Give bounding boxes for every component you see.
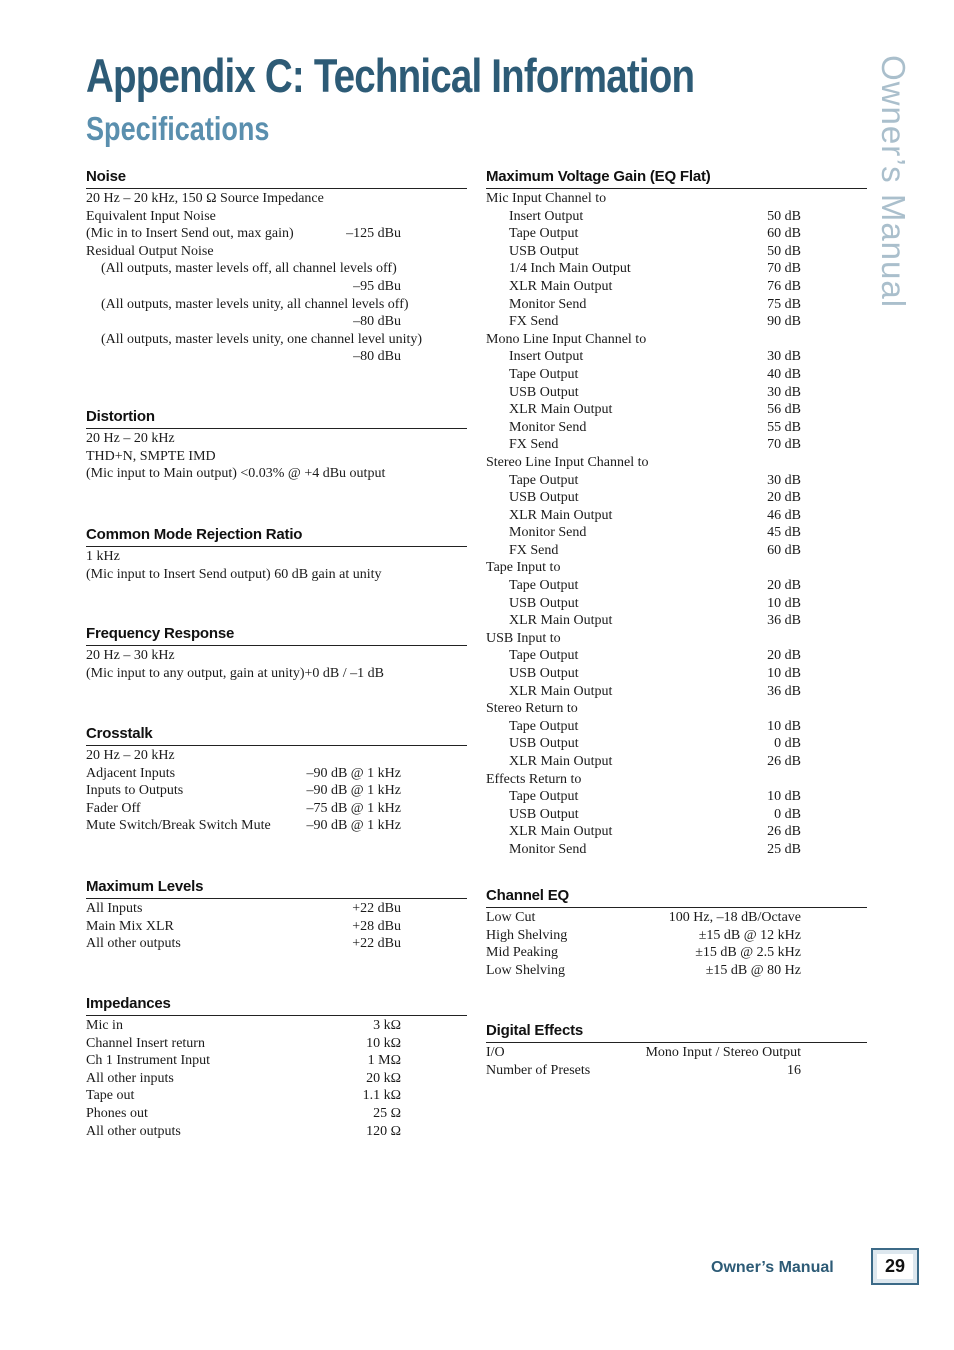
spec-value: 60 dB: [767, 542, 801, 558]
section-heading: Frequency Response: [86, 625, 467, 646]
spec-value: 20 dB: [767, 578, 801, 594]
spec-row: [486, 225, 867, 243]
spec-row: [486, 348, 867, 366]
spec-row: [86, 448, 467, 466]
spec-row: [86, 1105, 467, 1123]
spec-label: Inputs to Outputs: [86, 783, 184, 799]
spec-row: [86, 1017, 467, 1035]
spec-label: XLR Main Output: [509, 613, 613, 629]
spec-label: 1/4 Inch Main Output: [509, 261, 631, 277]
spec-label: Tape Output: [509, 648, 579, 664]
section-digital-effects: [486, 1022, 867, 1079]
spec-value: 10 kΩ: [366, 1035, 401, 1051]
spec-label: USB Output: [509, 806, 579, 822]
section-heading: Maximum Levels: [86, 878, 467, 899]
section-maximum-levels: [86, 878, 467, 953]
section-cmrr: [86, 526, 467, 583]
section-channel-eq: [486, 887, 867, 979]
spec-label: 20 Hz – 20 kHz, 150 Ω Source Impedance: [86, 191, 324, 206]
spec-label: Tape Output: [509, 366, 579, 382]
spec-label: All other outputs: [86, 936, 181, 952]
spec-label: Monitor Send: [509, 419, 587, 435]
spec-row: [86, 313, 467, 331]
spec-row: [86, 190, 467, 208]
spec-value: 100 Hz, –18 dB/Octave: [668, 910, 801, 925]
spec-row: [86, 348, 467, 366]
spec-value: 75 dB: [767, 296, 801, 312]
spec-value: ±15 dB @ 2.5 kHz: [695, 945, 801, 961]
spec-label: Fader Off: [86, 800, 141, 816]
spec-row: [486, 944, 867, 962]
section-heading: Crosstalk: [86, 725, 467, 746]
spec-label: XLR Main Output: [509, 278, 613, 294]
spec-label: Tape Output: [509, 578, 579, 594]
spec-row: [486, 788, 867, 806]
spec-label: Mic Input Channel to: [486, 191, 607, 206]
spec-row: [86, 900, 467, 918]
gain-group-title: [486, 190, 867, 208]
section-heading: Impedances: [86, 995, 467, 1016]
spec-value: 30 dB: [767, 384, 801, 400]
spec-label: USB Output: [509, 243, 579, 259]
spec-value: 10 dB: [767, 666, 801, 682]
spec-value: –75 dB @ 1 kHz: [306, 800, 401, 816]
spec-row: [86, 465, 467, 483]
spec-label: XLR Main Output: [509, 683, 613, 699]
spec-label: Equivalent Input Noise: [86, 208, 216, 224]
gain-group-title: [486, 331, 867, 349]
spec-row: [86, 765, 467, 783]
spec-value: 40 dB: [767, 366, 801, 382]
spec-value: 20 dB: [767, 648, 801, 664]
spec-value: 0 dB: [774, 736, 801, 752]
spec-value: 60 dB: [767, 226, 801, 242]
spec-value: –80 dBu: [353, 349, 401, 365]
spec-value: 50 dB: [767, 208, 801, 224]
spec-row: [486, 595, 867, 613]
spec-label: XLR Main Output: [509, 824, 613, 840]
spec-row: [86, 918, 467, 936]
spec-label: I/O: [486, 1045, 505, 1060]
spec-value: –80 dBu: [353, 314, 401, 330]
spec-value: 10 dB: [767, 718, 801, 734]
spec-value: 36 dB: [767, 683, 801, 699]
spec-row: [86, 331, 467, 349]
spec-row: [86, 747, 467, 765]
spec-value: 70 dB: [767, 437, 801, 453]
spec-label: (All outputs, master levels unity, one channel level unity): [101, 331, 423, 347]
spec-label: USB Output: [509, 384, 579, 400]
section-heading: Maximum Voltage Gain (EQ Flat): [486, 168, 867, 189]
page-number: 29: [877, 1254, 913, 1279]
spec-row: [486, 665, 867, 683]
spec-row: [86, 243, 467, 261]
spec-label: Monitor Send: [509, 296, 587, 312]
spec-row: [486, 718, 867, 736]
spec-label: (All outputs, master levels unity, all channel levels off): [101, 296, 409, 312]
spec-label: Channel Insert return: [86, 1035, 205, 1051]
spec-value: 20 dB: [767, 490, 801, 506]
spec-row: [486, 542, 867, 560]
spec-value: 76 dB: [767, 278, 801, 294]
spec-label: Stereo Return to: [486, 701, 578, 717]
spec-label: 20 Hz – 30 kHz: [86, 648, 175, 663]
spec-label: All other inputs: [86, 1070, 174, 1086]
spec-value: 120 Ω: [366, 1123, 401, 1139]
spec-value: 25 Ω: [373, 1105, 401, 1121]
spec-label: FX Send: [509, 437, 559, 453]
spec-row: [486, 683, 867, 701]
spec-row: [86, 817, 467, 835]
spec-label: XLR Main Output: [509, 754, 613, 769]
spec-value: –90 dB @ 1 kHz: [306, 765, 401, 781]
spec-value: Mono Input / Stereo Output: [645, 1045, 801, 1060]
spec-row: [86, 782, 467, 800]
spec-row: [486, 841, 867, 859]
spec-value: 25 dB: [767, 841, 801, 857]
spec-row: [86, 1123, 467, 1141]
gain-group-title: [486, 559, 867, 577]
spec-label: Main Mix XLR: [86, 918, 174, 934]
spec-value: 30 dB: [767, 349, 801, 365]
spec-label: FX Send: [509, 314, 559, 330]
section-distortion: [86, 408, 467, 483]
footer-manual-label: Owner’s Manual: [711, 1259, 834, 1276]
spec-row: [486, 753, 867, 771]
section-crosstalk: [86, 725, 467, 835]
spec-row: [86, 208, 467, 226]
spec-value: 70 dB: [767, 261, 801, 277]
spec-value: 1 MΩ: [367, 1053, 401, 1069]
spec-label: Tape Output: [509, 789, 579, 805]
spec-label: Low Cut: [486, 910, 536, 925]
spec-label: Effects Return to: [486, 771, 582, 787]
page-title: Appendix C: Technical Information: [86, 49, 695, 102]
spec-label: Monitor Send: [509, 525, 587, 541]
spec-label: USB Output: [509, 490, 579, 506]
spec-value: 10 dB: [767, 595, 801, 611]
spec-row: [86, 800, 467, 818]
gain-group-title: [486, 630, 867, 648]
gain-group-title: [486, 454, 867, 472]
spec-value: 56 dB: [767, 402, 801, 418]
spec-label: Low Shelving: [486, 962, 565, 978]
spec-label: Adjacent Inputs: [86, 765, 176, 781]
spec-value: 90 dB: [767, 314, 801, 330]
spec-row: [486, 1062, 867, 1080]
spec-value: +28 dBu: [352, 918, 401, 934]
spec-label: Tape Input to: [486, 560, 561, 576]
spec-value: 0 dB: [774, 806, 801, 822]
section-heading: Channel EQ: [486, 887, 867, 908]
spec-row: [486, 384, 867, 402]
page-number-box: [871, 1248, 919, 1285]
section-impedances: [86, 995, 467, 1140]
spec-row: [486, 612, 867, 630]
spec-row: [486, 577, 867, 595]
spec-label: Monitor Send: [509, 841, 587, 857]
spec-label: USB Input to: [486, 630, 561, 646]
spec-label: (Mic input to Insert Send output) 60 dB gain at unity: [86, 566, 382, 582]
side-title: Owner’s Manual: [875, 55, 912, 309]
section-heading: Common Mode Rejection Ratio: [86, 526, 467, 547]
section-heading: Noise: [86, 168, 467, 189]
gain-group-title: [486, 771, 867, 789]
spec-row: [86, 647, 467, 665]
spec-row: [486, 243, 867, 261]
spec-label: Tape out: [86, 1088, 135, 1104]
spec-label: Insert Output: [509, 208, 584, 224]
gain-groups: [486, 190, 867, 859]
spec-value: 1.1 kΩ: [362, 1088, 401, 1104]
spec-value: 50 dB: [767, 243, 801, 259]
spec-row: [486, 208, 867, 226]
spec-row: [86, 1087, 467, 1105]
spec-label: High Shelving: [486, 927, 568, 943]
spec-label: (Mic input to Main output) <0.03% @ +4 dBu output: [86, 466, 386, 482]
spec-row: [86, 935, 467, 953]
spec-value: 10 dB: [767, 789, 801, 805]
spec-label: Number of Presets: [486, 1062, 591, 1078]
spec-label: Ch 1 Instrument Input: [86, 1053, 211, 1069]
spec-value: 45 dB: [767, 525, 801, 541]
spec-label: XLR Main Output: [509, 402, 613, 418]
spec-value: 30 dB: [767, 472, 801, 488]
spec-row: [86, 260, 467, 278]
spec-label: Tape Output: [509, 718, 579, 734]
spec-value: 16: [787, 1062, 801, 1078]
spec-label: All other outputs: [86, 1123, 181, 1139]
spec-value: 36 dB: [767, 613, 801, 629]
spec-value: 3 kΩ: [373, 1018, 401, 1033]
spec-row: [486, 278, 867, 296]
section-heading: Digital Effects: [486, 1022, 867, 1043]
spec-row: [86, 225, 467, 243]
spec-value: +22 dBu: [352, 901, 401, 916]
spec-label: THD+N, SMPTE IMD: [86, 448, 216, 464]
spec-row: [486, 419, 867, 437]
spec-row: [86, 548, 467, 566]
spec-label: Mono Line Input Channel to: [486, 331, 647, 347]
spec-label: FX Send: [509, 542, 559, 558]
spec-value: 20 kΩ: [366, 1070, 401, 1086]
spec-row: [486, 909, 867, 927]
spec-label: XLR Main Output: [509, 507, 613, 523]
spec-label: (All outputs, master levels off, all channel levels off): [101, 261, 397, 277]
spec-row: [86, 566, 467, 584]
spec-label: 1 kHz: [86, 549, 120, 564]
spec-label: Tape Output: [509, 472, 579, 488]
spec-row: [486, 806, 867, 824]
spec-label: (Mic in to Insert Send out, max gain): [86, 226, 294, 242]
spec-row: [486, 260, 867, 278]
spec-label: Insert Output: [509, 349, 584, 365]
spec-label: USB Output: [509, 595, 579, 611]
spec-row: [486, 366, 867, 384]
spec-label: Phones out: [86, 1105, 148, 1121]
spec-row: [486, 962, 867, 980]
spec-row: [86, 296, 467, 314]
spec-value: ±15 dB @ 12 kHz: [698, 927, 801, 943]
spec-row: [86, 430, 467, 448]
page-subtitle: Specifications: [86, 110, 270, 147]
spec-row: [86, 1035, 467, 1053]
spec-label: USB Output: [509, 666, 579, 682]
spec-value: –90 dB @ 1 kHz: [306, 783, 401, 799]
gain-group-title: [486, 700, 867, 718]
spec-value: –90 dB @ 1 kHz: [306, 818, 401, 834]
spec-row: [486, 296, 867, 314]
spec-row: [86, 1070, 467, 1088]
spec-row: [86, 665, 467, 683]
spec-label: 20 Hz – 20 kHz: [86, 748, 175, 763]
spec-value: 55 dB: [767, 419, 801, 435]
spec-label: (Mic input to any output, gain at unity)+0 dB / –1 dB: [86, 665, 384, 681]
spec-label: Mic in: [86, 1018, 123, 1033]
spec-label: Mute Switch/Break Switch Mute: [86, 818, 271, 834]
spec-label: All Inputs: [86, 901, 143, 916]
section-frequency-response: [86, 625, 467, 682]
spec-row: [486, 1044, 867, 1062]
spec-label: Mid Peaking: [486, 945, 558, 961]
section-heading: Distortion: [86, 408, 467, 429]
spec-value: –125 dBu: [346, 226, 401, 242]
spec-label: USB Output: [509, 736, 579, 752]
spec-row: [486, 401, 867, 419]
spec-row: [486, 647, 867, 665]
spec-value: +22 dBu: [352, 936, 401, 952]
spec-value: –95 dBu: [353, 278, 401, 294]
spec-row: [486, 823, 867, 841]
spec-value: 26 dB: [767, 754, 801, 769]
spec-row: [486, 507, 867, 525]
spec-row: [486, 524, 867, 542]
spec-label: Tape Output: [509, 226, 579, 242]
spec-label: 20 Hz – 20 kHz: [86, 431, 175, 446]
spec-row: [486, 472, 867, 490]
spec-row: [486, 489, 867, 507]
spec-row: [486, 735, 867, 753]
spec-label: Residual Output Noise: [86, 243, 214, 259]
spec-label: Stereo Line Input Channel to: [486, 454, 649, 470]
spec-value: 26 dB: [767, 824, 801, 840]
spec-row: [86, 1052, 467, 1070]
spec-row: [86, 278, 467, 296]
section-noise: [86, 168, 467, 366]
spec-row: [486, 927, 867, 945]
spec-value: 46 dB: [767, 507, 801, 523]
section-maximum-voltage-gain: [486, 168, 867, 859]
spec-value: ±15 dB @ 80 Hz: [705, 962, 801, 978]
spec-row: [486, 436, 867, 454]
spec-row: [486, 313, 867, 331]
